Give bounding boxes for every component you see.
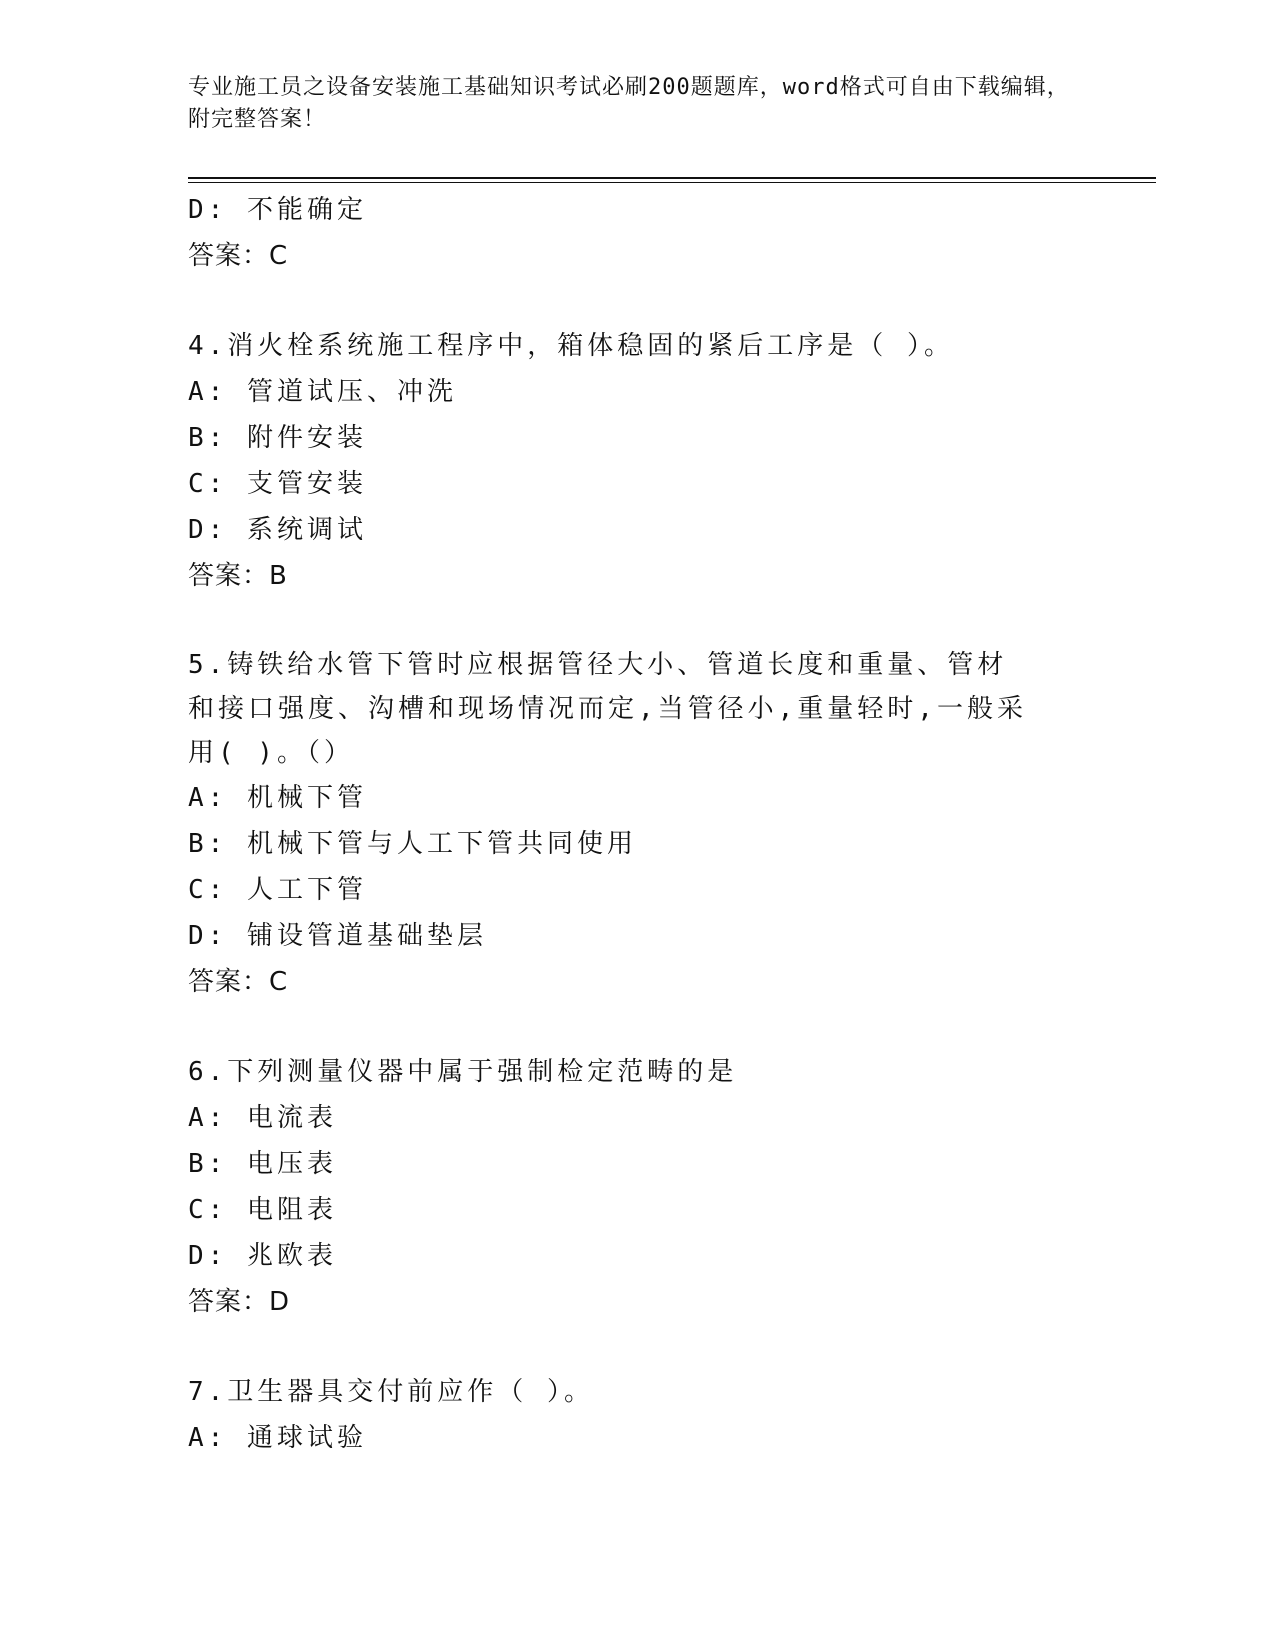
option-d: D: 不能确定 bbox=[188, 195, 367, 225]
answer: 答案：B bbox=[188, 561, 288, 591]
option-a: A: 机械下管 bbox=[188, 783, 367, 813]
option-c: C: 支管安装 bbox=[188, 469, 367, 499]
option-a: A: 管道试压、冲洗 bbox=[188, 377, 457, 407]
question-list bbox=[188, 187, 1088, 1461]
spacer bbox=[188, 279, 1088, 323]
question-stem: 6.下列测量仪器中属于强制检定范畴的是 bbox=[188, 1057, 738, 1087]
option-a: A: 电流表 bbox=[188, 1103, 337, 1133]
answer: 答案：C bbox=[188, 241, 289, 271]
option-c: C: 电阻表 bbox=[188, 1195, 337, 1225]
option-d: D: 兆欧表 bbox=[188, 1241, 337, 1271]
option-b: B: 机械下管与人工下管共同使用 bbox=[188, 829, 637, 859]
option-b: B: 附件安装 bbox=[188, 423, 367, 453]
question-stem: 5.铸铁给水管下管时应根据管径大小、管道长度和重量、管材和接口强度、沟槽和现场情况而定,当管径小,重量轻时,一般采用( )。（） bbox=[188, 650, 1027, 768]
option-d: D: 系统调试 bbox=[188, 515, 367, 545]
question-stem: 7.卫生器具交付前应作（ ）。 bbox=[188, 1377, 594, 1407]
spacer bbox=[188, 599, 1088, 643]
header-divider bbox=[188, 177, 1156, 183]
option-a: A: 通球试验 bbox=[188, 1423, 367, 1453]
page-header: 专业施工员之设备安装施工基础知识考试必刷200题题库，word格式可自由下载编辑，附完整答案！ bbox=[188, 75, 1070, 132]
answer: 答案：C bbox=[188, 967, 289, 997]
option-d: D: 铺设管道基础垫层 bbox=[188, 921, 487, 951]
option-c: C: 人工下管 bbox=[188, 875, 367, 905]
question-stem: 4.消火栓系统施工程序中，箱体稳固的紧后工序是（ ）。 bbox=[188, 331, 954, 361]
option-b: B: 电压表 bbox=[188, 1149, 337, 1179]
spacer bbox=[188, 1325, 1088, 1369]
answer: 答案：D bbox=[188, 1287, 291, 1317]
spacer bbox=[188, 1005, 1088, 1049]
